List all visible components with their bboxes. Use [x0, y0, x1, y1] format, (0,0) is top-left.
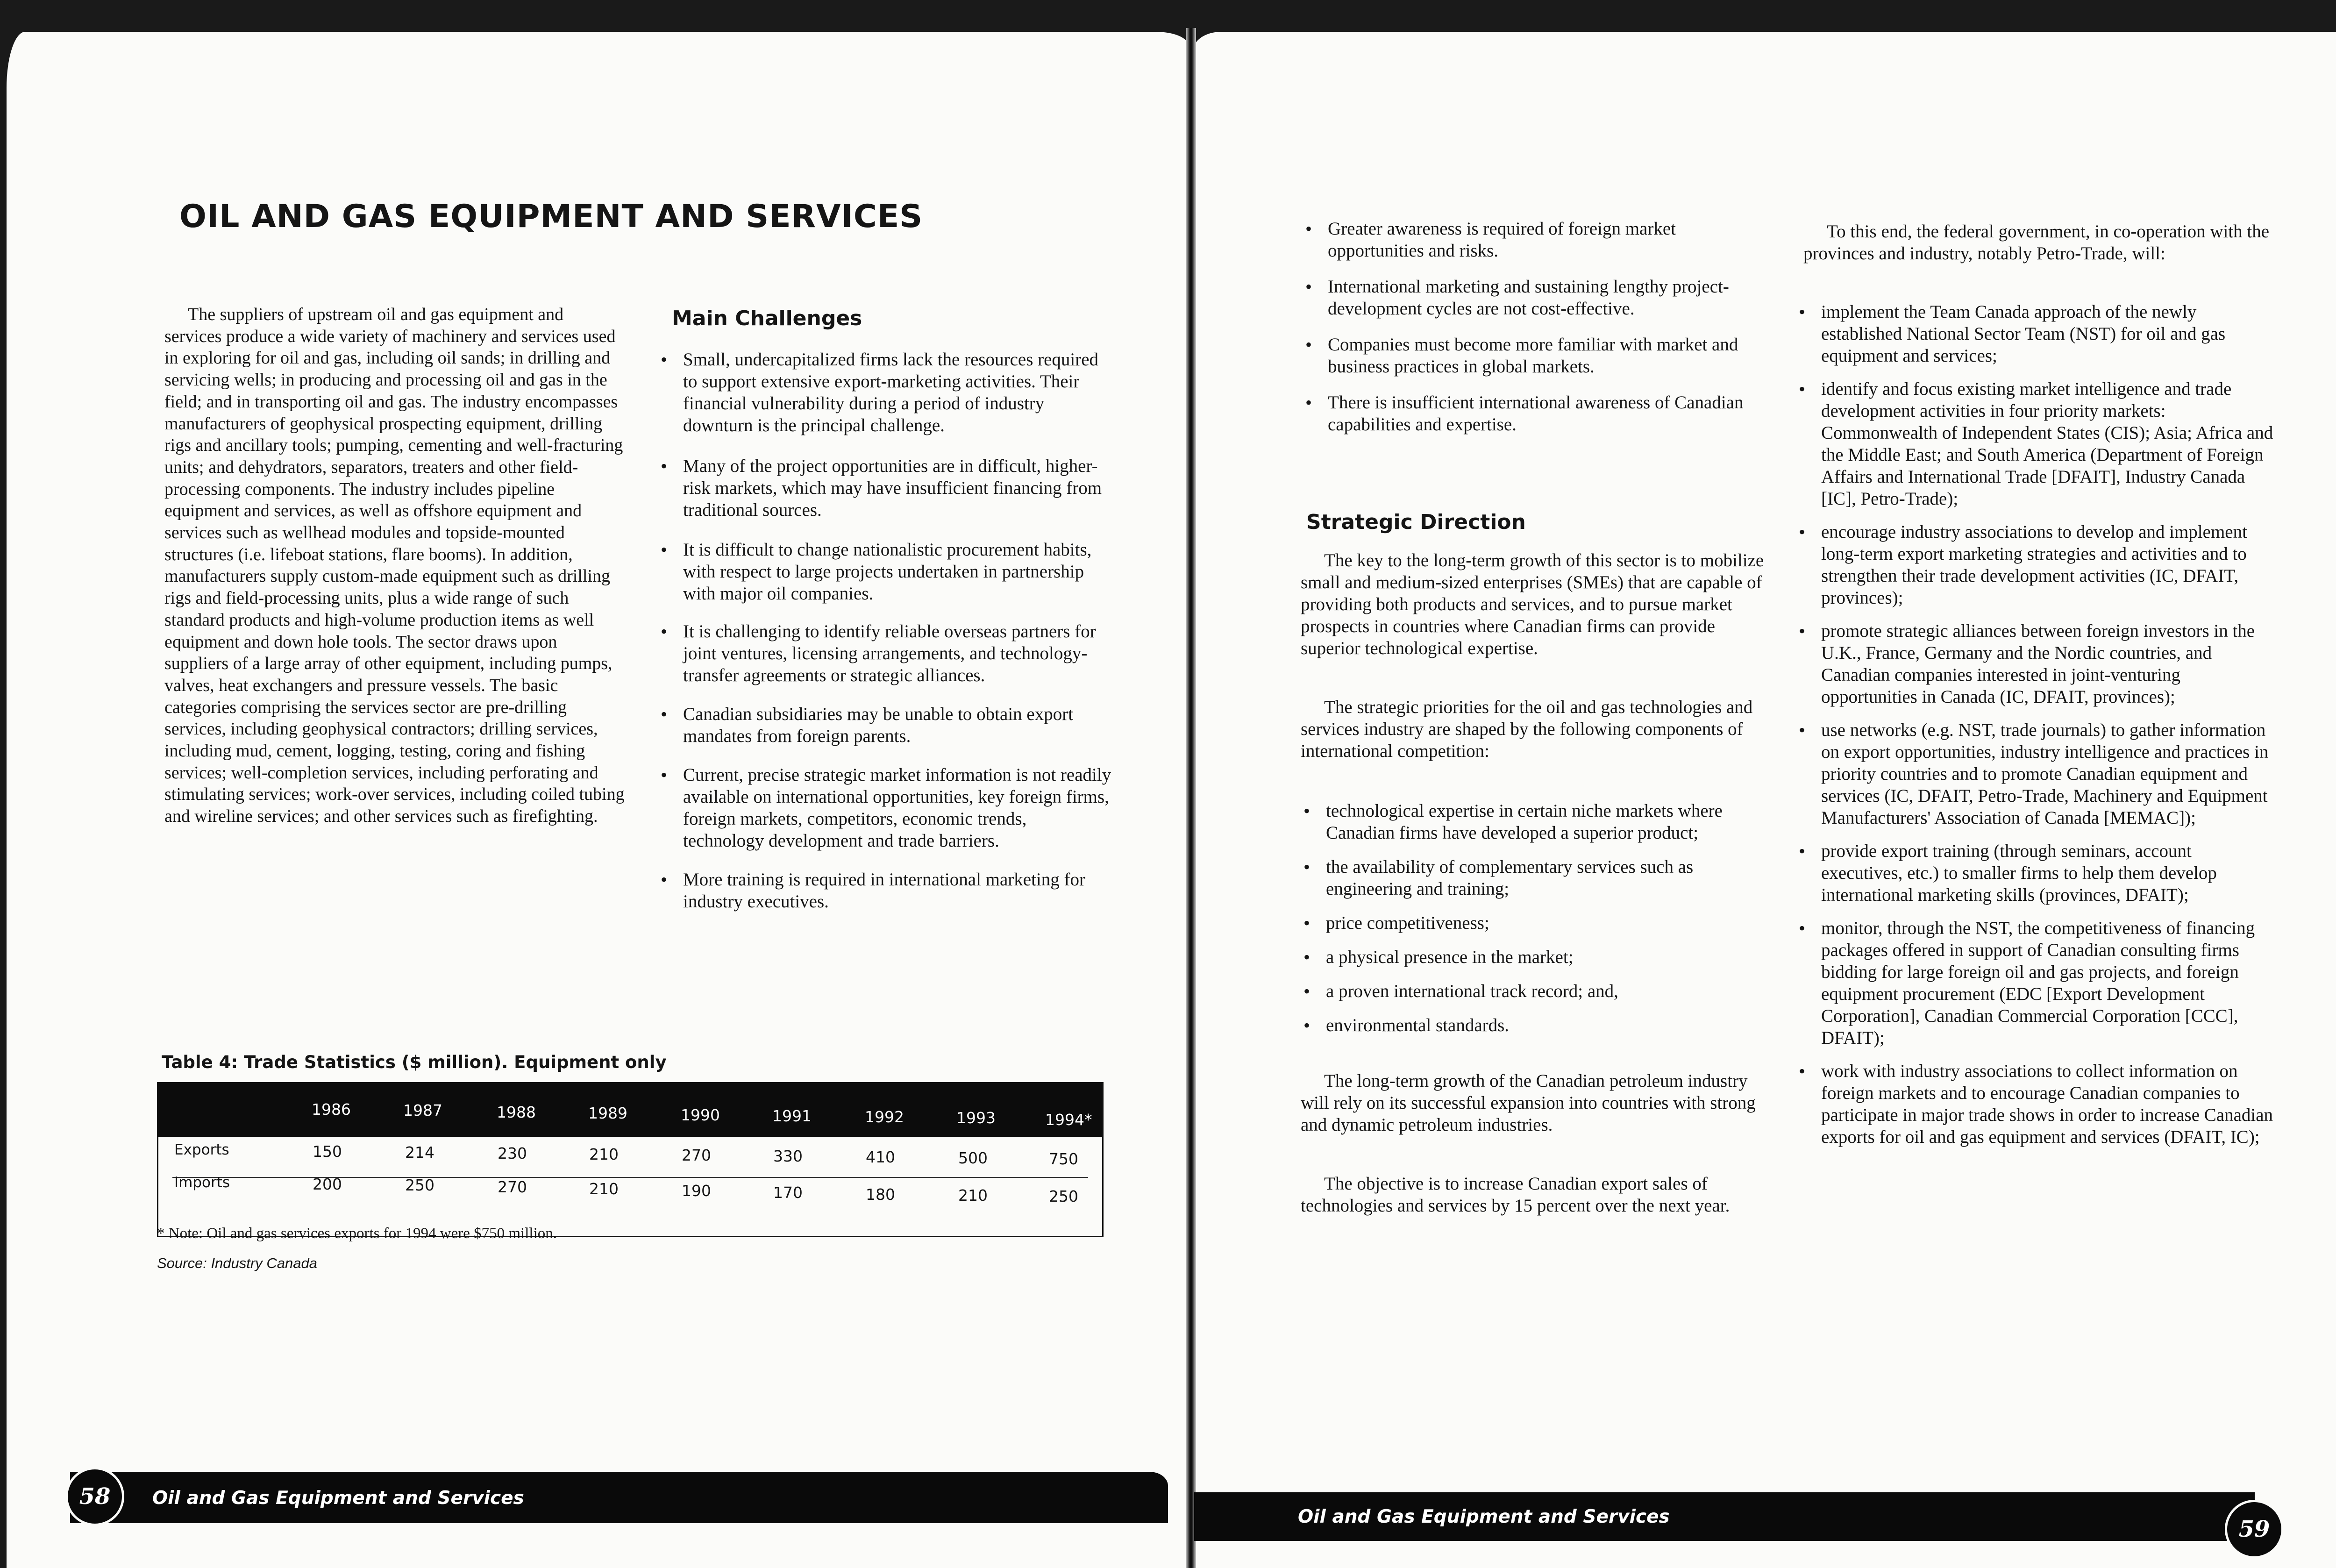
list-item: • implement the Team Canada approach of the newly established National Sector Team (NST) for oil and gas equipment and services;	[1797, 301, 2273, 367]
page-number: 59	[2225, 1500, 2284, 1559]
main-challenges-list	[659, 349, 1112, 912]
table-cell: 190	[682, 1182, 711, 1200]
strategic-paragraph-4: The objective is to increase Canadian export sales of technologies and services by 15 percent over the next year.	[1301, 1174, 1730, 1216]
table-cell: 180	[866, 1185, 895, 1204]
page-title: OIL AND GAS EQUIPMENT AND SERVICES	[179, 198, 923, 235]
list-item: • There is insufficient international awareness of Canadian capabilities and expertise.	[1303, 392, 1766, 435]
list-item: • a proven international track record; and,	[1302, 980, 1769, 1002]
year-header: 1987	[403, 1101, 442, 1119]
page-number: 58	[65, 1467, 124, 1526]
year-header: 1988	[497, 1103, 536, 1121]
table-cell: 270	[498, 1178, 527, 1196]
list-item: • identify and focus existing market intelligence and trade development activities in four priority markets: Commonwealth of Independent States (CIS); Asia; Africa and the Middle East; and South America (Department of Foreign Affairs and International Trade [DFAIT], Industry Canada [IC], Petro-Trade);	[1797, 378, 2273, 510]
strategic-direction-heading: Strategic Direction	[1306, 510, 1526, 534]
list-item: • monitor, through the NST, the competitiveness of financing packages offered in support of Canadian consulting firms bidding for large foreign oil and gas projects, and foreign equipment procurement (EDC [Export Development Corporation], Canadian Commercial Corporation [CCC], DFAIT);	[1797, 917, 2273, 1049]
footer-title: Oil and Gas Equipment and Services	[152, 1488, 524, 1509]
strategic-priorities-list	[1302, 800, 1769, 1036]
table-caption: Table 4: Trade Statistics ($ million). Equipment only	[162, 1052, 667, 1072]
list-item: • provide export training (through seminars, account executives, etc.) to smaller firms to help them develop international marketing skills (provinces, DFAIT);	[1797, 840, 2273, 906]
list-item: • More training is required in international marketing for industry executives.	[659, 869, 1112, 912]
year-header: 1993	[956, 1109, 996, 1127]
list-item: • International marketing and sustaining lengthy project-development cycles are not cost-effective.	[1303, 276, 1766, 320]
list-item: • price competitiveness;	[1302, 912, 1769, 934]
list-item: • promote strategic alliances between foreign investors in the U.K., France, Germany and the Nordic countries, and Canadian companies interested in joint-venturing opportunities in Canada (IC, DFAIT, provinces);	[1797, 620, 2273, 708]
footer-title: Oil and Gas Equipment and Services	[1298, 1506, 1670, 1527]
table-note: * Note: Oil and gas services exports for 1994 were $750 million.	[157, 1225, 557, 1242]
year-header: 1986	[312, 1100, 351, 1119]
list-item: • use networks (e.g. NST, trade journals) to gather information on export opportunities, industry intelligence and practices in priority countries and to promote Canadian equipment and services (IC, DFAIT, Petro-Trade, Machinery and Equipment Manufacturers' Association of Canada [MEMAC]);	[1797, 719, 2273, 829]
year-header: 1990	[681, 1106, 720, 1124]
table-cell: 200	[313, 1175, 342, 1193]
main-challenges-heading: Main Challenges	[672, 306, 862, 330]
row-label: Imports	[174, 1174, 230, 1191]
intro-paragraph: The suppliers of upstream oil and gas equipment and services produce a wide variety of machinery and services used in exploring for oil and gas, including oil sands; in drilling and servicing wells; in producing and processing oil and gas in the field; and in transporting oil and gas. The industry encompasses manufacturers of geophysical prospecting equipment, drilling rigs and ancillary tools; pumping, cementing and well-fracturing units; and dehydrators, separators, treaters and other field-processing components. The industry includes pipeline equipment and services, as well as offshore equipment and services such as wellhead modules and topside-mounted structures (i.e. lifeboat stations, flare booms). In addition, manufacturers supply custom-made equipment such as drilling rigs and field-processing units, plus a wide range of such standard products and high-volume production items as well equipment and down hole tools. The sector draws upon suppliers of a large array of other equipment, including pumps, valves, heat exchangers and pressure vessels. The basic categories comprising the services sector are pre-drilling services, including geophysical contractors; drilling services, including mud, cement, logging, testing, coring and fishing services; well-completion services, including perforating and stimulating services; work-over services, including coiled tubing and wireline services; and other services such as firefighting.	[164, 305, 625, 827]
table-cell: 750	[1049, 1150, 1078, 1168]
year-header: 1991	[772, 1107, 812, 1125]
list-item: • Many of the project opportunities are in difficult, higher-risk markets, which may have insufficient financing from traditional sources.	[659, 455, 1112, 521]
trade-statistics-table	[157, 1082, 1104, 1237]
year-header: 1994*	[1045, 1111, 1092, 1129]
table-cell: 250	[1049, 1187, 1078, 1205]
list-item: • It is challenging to identify reliable overseas partners for joint ventures, licensing arrangements, and technology-transfer agreements or strategic alliances.	[659, 620, 1112, 686]
list-item: • Current, precise strategic market information is not readily available on international opportunities, key foreign firms, foreign markets, competitors, economic trends, technology development and trade barriers.	[659, 764, 1112, 852]
table-cell: 410	[866, 1148, 895, 1166]
table-header-row	[158, 1083, 1102, 1137]
government-actions-list	[1797, 301, 2273, 1148]
footer-bar-left	[70, 1472, 1168, 1523]
table-cell: 210	[958, 1186, 988, 1205]
strategic-paragraph-2: The strategic priorities for the oil and gas technologies and services industry are shaped by the following components of international competition:	[1301, 697, 1753, 761]
book-gutter	[1186, 28, 1196, 1568]
table-cell: 210	[589, 1180, 619, 1198]
list-item: • encourage industry associations to develop and implement long-term export marketing strategies and activities and to strengthen their trade development activities (IC, DFAIT, provinces);	[1797, 521, 2273, 609]
government-intro-paragraph: To this end, the federal government, in co-operation with the provinces and industry, notably Petro-Trade, will:	[1803, 221, 2270, 264]
list-item: • Greater awareness is required of foreign market opportunities and risks.	[1303, 218, 1766, 262]
list-item: • a physical presence in the market;	[1302, 946, 1769, 968]
table-cell: 270	[682, 1146, 711, 1164]
row-divider	[172, 1177, 1088, 1178]
main-challenges-list-continued	[1303, 218, 1766, 435]
list-item: • It is difficult to change nationalistic procurement habits, with respect to large projects undertaken in partnership with major oil companies.	[659, 539, 1112, 605]
list-item: • work with industry associations to collect information on foreign markets and to encourage Canadian companies to participate in major trade shows in order to increase Canadian exports for oil and gas equipment and services (DFAIT, IC);	[1797, 1060, 2273, 1148]
list-item: • Companies must become more familiar with market and business practices in global markets.	[1303, 334, 1766, 378]
table-cell: 170	[773, 1183, 803, 1202]
table-cell: 250	[405, 1176, 434, 1194]
table-cell: 214	[405, 1143, 434, 1162]
strategic-paragraph-1: The key to the long-term growth of this sector is to mobilize small and medium-sized enterprises (SMEs) that are capable of providing both products and services, and to pursue market prospects in countries where Canadian firms can provide superior technological expertise.	[1301, 550, 1764, 658]
table-cell: 210	[589, 1145, 619, 1163]
footer-bar-right	[1194, 1492, 2255, 1541]
list-item: • Small, undercapitalized firms lack the resources required to support extensive export-marketing activities. Their financial vulnerability during a period of industry downturn is the principal challenge.	[659, 349, 1112, 436]
table-cell: 330	[773, 1147, 803, 1165]
list-item: • environmental standards.	[1302, 1014, 1769, 1036]
table-cell: 500	[958, 1149, 988, 1167]
list-item: • the availability of complementary services such as engineering and training;	[1302, 856, 1769, 900]
row-label: Exports	[174, 1141, 229, 1158]
list-item: • technological expertise in certain niche markets where Canadian firms have developed a superior product;	[1302, 800, 1769, 844]
year-header: 1992	[865, 1108, 904, 1126]
table-cell: 230	[498, 1144, 527, 1162]
strategic-paragraph-3: The long-term growth of the Canadian petroleum industry will rely on its successful expansion into countries with strong and dynamic petroleum industries.	[1301, 1071, 1756, 1135]
year-header: 1989	[588, 1104, 627, 1122]
list-item: • Canadian subsidiaries may be unable to obtain export mandates from foreign parents.	[659, 703, 1112, 747]
table-cell: 150	[313, 1142, 342, 1161]
table-source: Source: Industry Canada	[157, 1255, 317, 1271]
